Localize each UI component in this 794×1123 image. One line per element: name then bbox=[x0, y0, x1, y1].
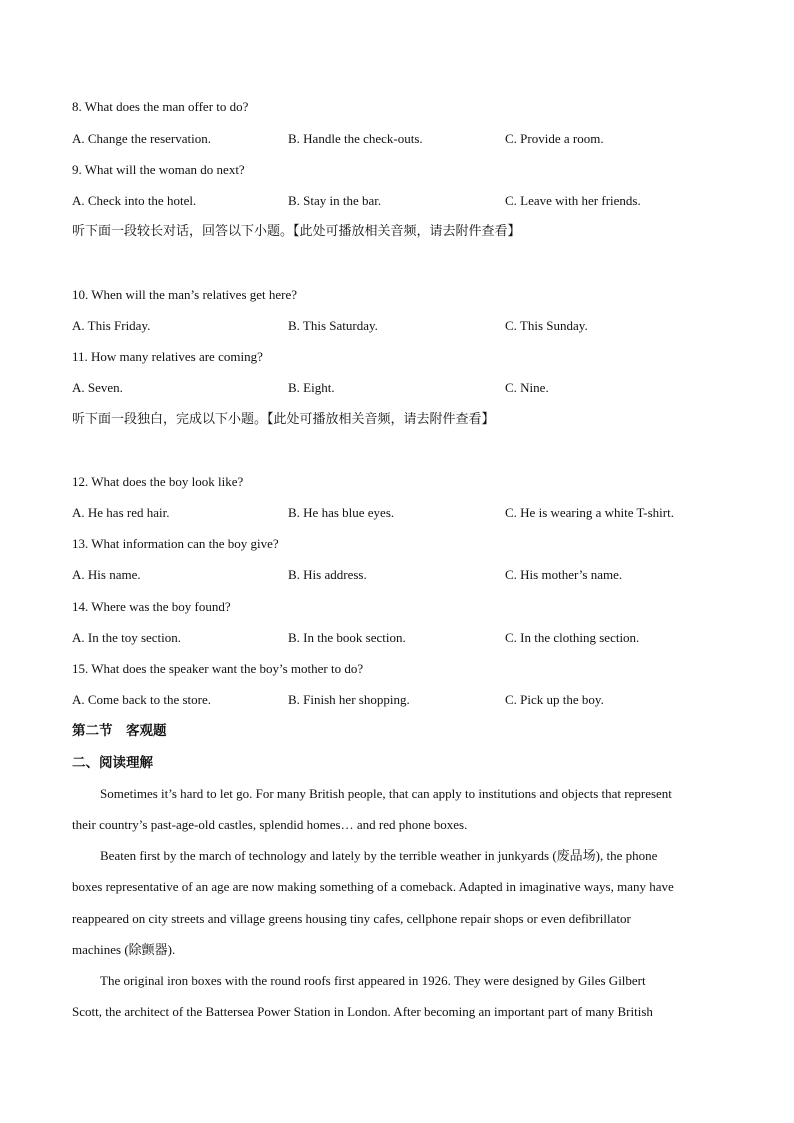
passage-line-7: The original iron boxes with the round roofs first appeared in 1926. They were designed by Giles Gilbert bbox=[100, 973, 646, 988]
passage-line-6: machines (除颤器). bbox=[72, 942, 176, 957]
question-10: 10. When will the man’s relatives get here? bbox=[72, 287, 298, 302]
reading-heading: 二、阅读理解 bbox=[72, 755, 153, 771]
q8-option-b: B. Handle the check-outs. bbox=[288, 131, 423, 146]
question-8: 8. What does the man offer to do? bbox=[72, 99, 249, 114]
q14-option-c: C. In the clothing section. bbox=[505, 630, 640, 645]
q13-option-c: C. His mother’s name. bbox=[505, 567, 623, 582]
q14-option-b: B. In the book section. bbox=[288, 630, 406, 645]
question-12: 12. What does the boy look like? bbox=[72, 474, 244, 489]
q10-option-c: C. This Sunday. bbox=[505, 318, 588, 333]
question-11: 11. How many relatives are coming? bbox=[72, 349, 263, 364]
q11-option-c: C. Nine. bbox=[505, 380, 549, 395]
q8-option-a: A. Change the reservation. bbox=[72, 131, 211, 146]
question-13: 13. What information can the boy give? bbox=[72, 536, 279, 551]
q9-option-c: C. Leave with her friends. bbox=[505, 193, 641, 208]
q10-option-b: B. This Saturday. bbox=[288, 318, 378, 333]
passage-line-4: boxes representative of an age are now making something of a comeback. Adapted in imaginative ways, many have bbox=[72, 879, 674, 894]
passage-line-5: reappeared on city streets and village greens housing tiny cafes, cellphone repair shops or even defibrillator bbox=[72, 911, 631, 926]
q12-option-a: A. He has red hair. bbox=[72, 505, 170, 520]
q14-option-a: A. In the toy section. bbox=[72, 630, 182, 645]
listening-instruction-2: 听下面一段独白，完成以下小题。【此处可播放相关音频，请去附件查看】 bbox=[72, 412, 495, 427]
q15-option-a: A. Come back to the store. bbox=[72, 692, 211, 707]
passage-line-8: Scott, the architect of the Battersea Power Station in London. After becoming an important part of many British bbox=[72, 1004, 653, 1019]
q10-option-a: A. This Friday. bbox=[72, 318, 151, 333]
question-14: 14. Where was the boy found? bbox=[72, 599, 231, 614]
q13-option-a: A. His name. bbox=[72, 567, 141, 582]
q11-option-a: A. Seven. bbox=[72, 380, 123, 395]
question-9: 9. What will the woman do next? bbox=[72, 162, 245, 177]
q15-option-c: C. Pick up the boy. bbox=[505, 692, 604, 707]
question-15: 15. What does the speaker want the boy’s mother to do? bbox=[72, 661, 364, 676]
q11-option-b: B. Eight. bbox=[288, 380, 335, 395]
passage-line-2: their country’s past-age-old castles, splendid homes… and red phone boxes. bbox=[72, 817, 468, 832]
q8-option-c: C. Provide a room. bbox=[505, 131, 604, 146]
q12-option-c: C. He is wearing a white T-shirt. bbox=[505, 505, 674, 520]
q9-option-b: B. Stay in the bar. bbox=[288, 193, 382, 208]
q12-option-b: B. He has blue eyes. bbox=[288, 505, 395, 520]
q13-option-b: B. His address. bbox=[288, 567, 367, 582]
q9-option-a: A. Check into the hotel. bbox=[72, 193, 197, 208]
passage-line-1: Sometimes it’s hard to let go. For many British people, that can apply to institutions and objects that represent bbox=[100, 786, 672, 801]
listening-instruction-1: 听下面一段较长对话，回答以下小题。【此处可播放相关音频，请去附件查看】 bbox=[72, 224, 521, 239]
passage-line-3: Beaten first by the march of technology and lately by the terrible weather in junkyards (废品场), the phone bbox=[100, 848, 658, 863]
section-title: 第二节 客观题 bbox=[72, 723, 167, 739]
q15-option-b: B. Finish her shopping. bbox=[288, 692, 410, 707]
